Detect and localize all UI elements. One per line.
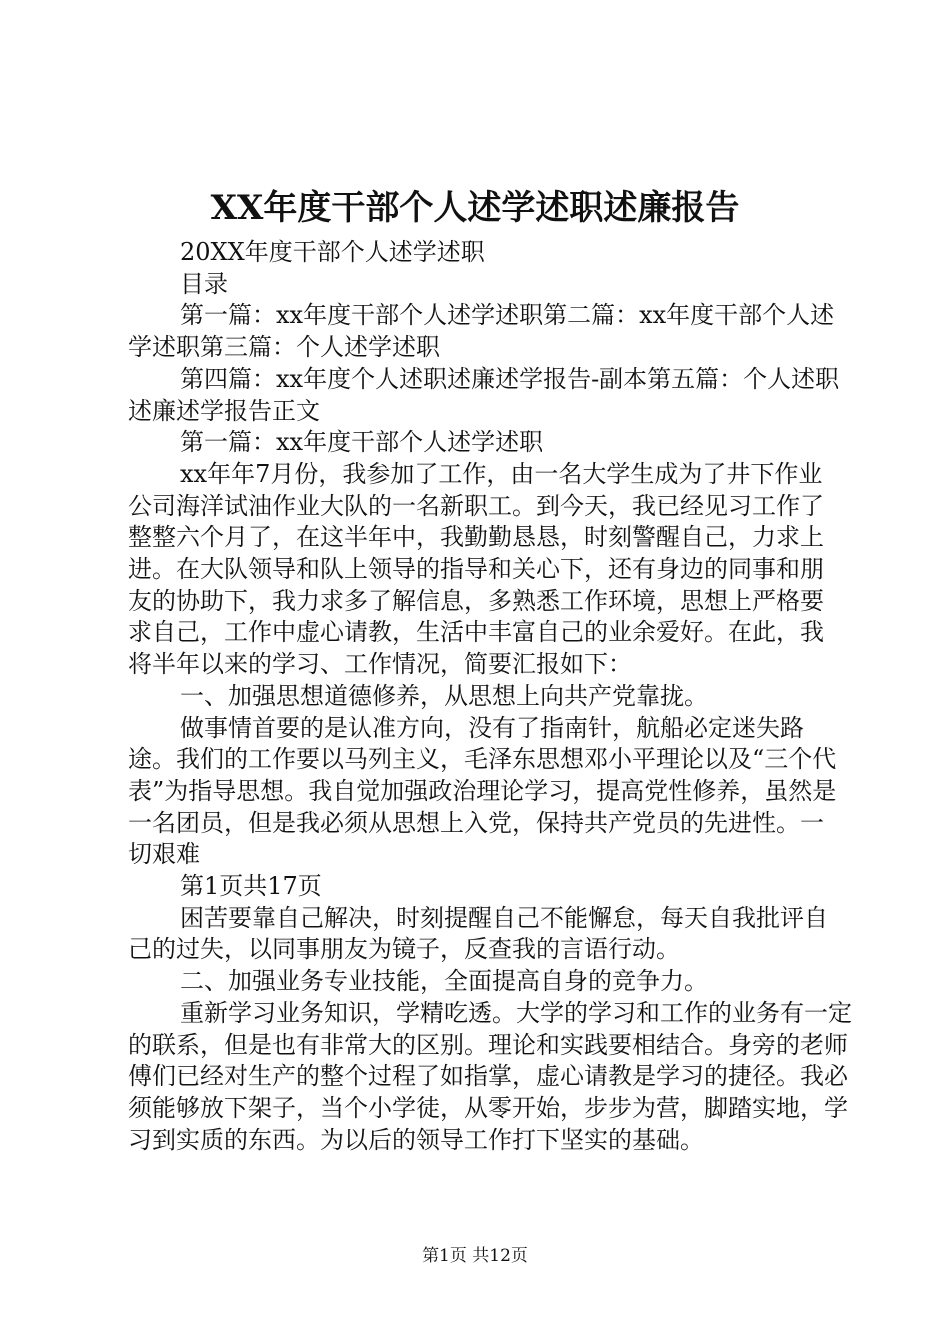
document-title: XX年度干部个人述学述职述廉报告 xyxy=(210,188,740,228)
page-footer: 第1页 共12页 xyxy=(422,1246,528,1266)
paragraph-heading-2: 二、加强业务专业技能，全面提高自身的竞争力。 xyxy=(180,967,708,996)
document-body xyxy=(128,237,852,1156)
paragraph-body-3: 重新学习业务知识，学精吃透。大学的学习和工作的业务有一定的联系，但是也有非常大的区别。理论和实践要相结合。身旁的老师傅们已经对生产的整个过程了如指掌，虚心请教是学习的捷径。我必须能够放下架子，当个小学徒，从零开始，步步为营，脚踏实地，学习到实质的东西。为以后的领导工作打下坚实的基础。 xyxy=(128,998,852,1154)
paragraph-toc-2: 第四篇：xx年度个人述职述廉述学报告-副本第五篇：个人述职述廉述学报告正文 xyxy=(128,364,840,425)
paragraph-intro: xx年年7月份，我参加了工作，由一名大学生成为了井下作业公司海洋试油作业大队的一名新职工。到今天，我已经见习工作了整整六个月了，在这半年中，我勤勤恳恳，时刻警醒自己，力求上进。在大队领导和队上领导的指导和关心下，还有身边的同事和朋友的协助下，我力求多了解信息，多熟悉工作环境，思想上严格要求自己，工作中虚心请教，生活中丰富自己的业余爱好。在此，我将半年以来的学习、工作情况，简要汇报如下： xyxy=(128,459,824,679)
paragraph-inline-page-marker: 第1页共17页 xyxy=(180,872,322,901)
paragraph-toc-heading: 目录 xyxy=(180,269,228,298)
paragraph-toc-1: 第一篇：xx年度干部个人述学述职第二篇：xx年度干部个人述学述职第三篇：个人述学述职 xyxy=(128,301,835,362)
paragraph-section-title: 第一篇：xx年度干部个人述学述职 xyxy=(180,428,544,457)
paragraph-heading-1: 一、加强思想道德修养，从思想上向共产党靠拢。 xyxy=(180,681,708,710)
paragraph-subtitle: 20XX年度干部个人述学述职 xyxy=(180,238,485,266)
paragraph-body-1: 做事情首要的是认准方向，没有了指南针，航船必定迷失路途。我们的工作要以马列主义，毛泽东思想邓小平理论以及“三个代表”为指导思想。我自觉加强政治理论学习，提高党性修养，虽然是一名团员，但是我必须从思想上入党，保持共产党员的先进性。一切艰难 xyxy=(128,713,837,869)
paragraph-body-2: 困苦要靠自己解决，时刻提醒自己不能懈怠，每天自我批评自己的过失，以同事朋友为镜子，反查我的言语行动。 xyxy=(128,903,828,964)
